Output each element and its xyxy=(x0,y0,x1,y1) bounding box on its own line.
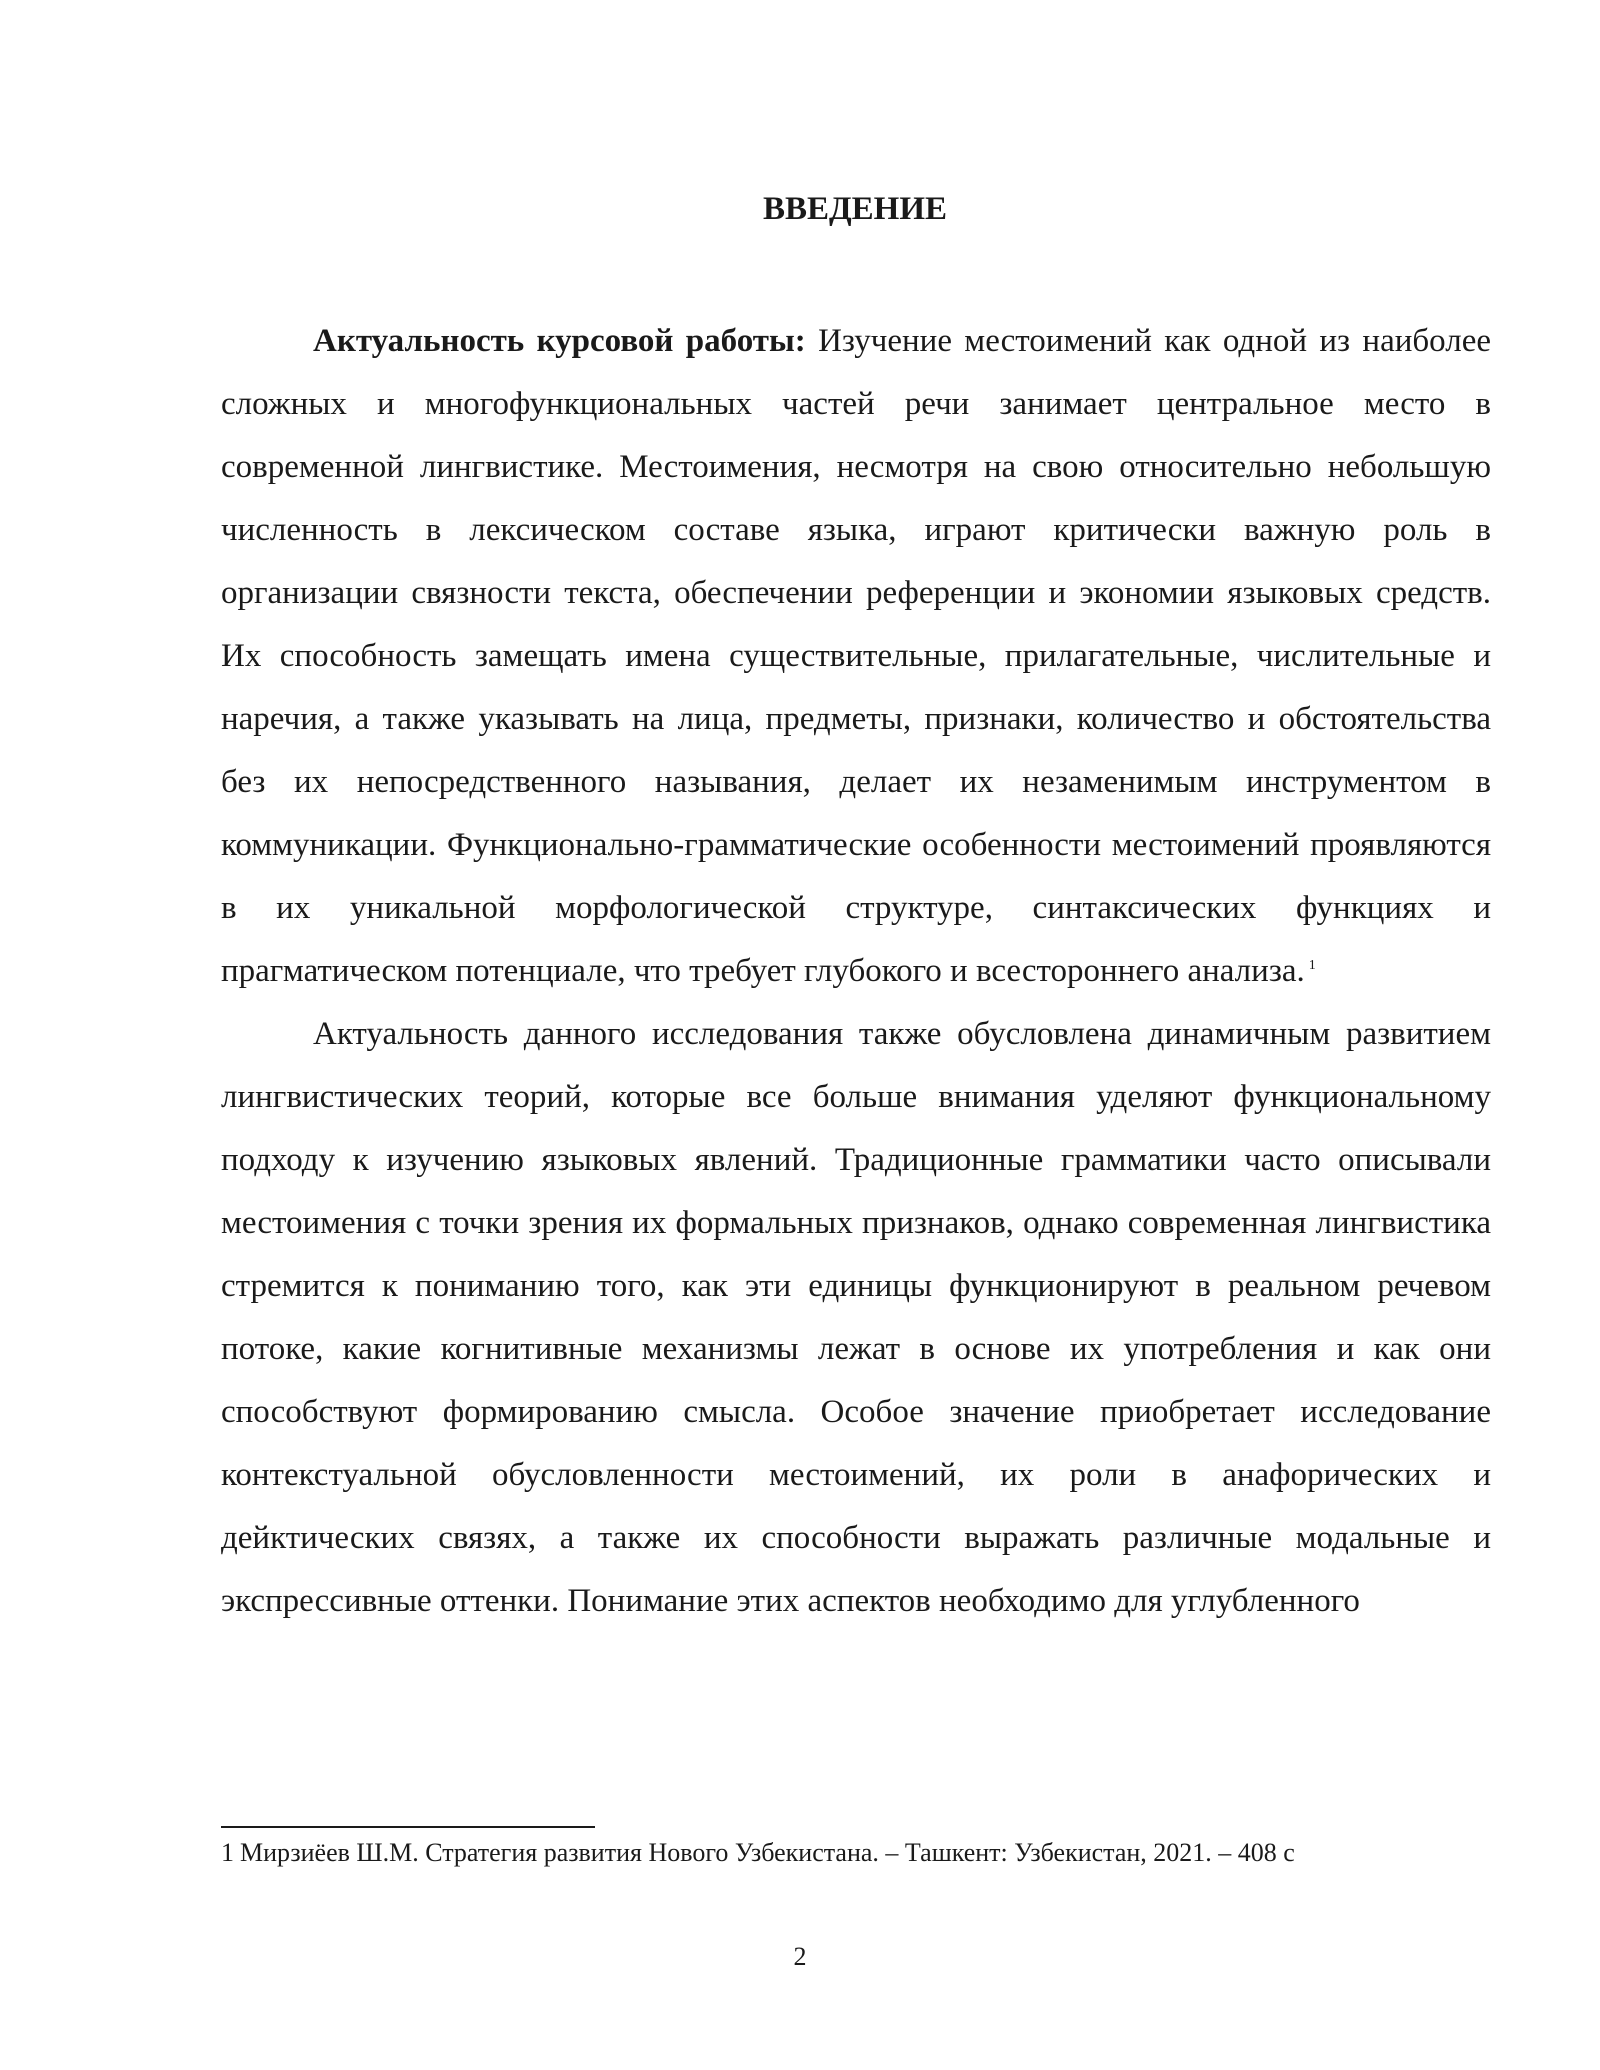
paragraph-relevance xyxy=(221,310,1491,1003)
footnote-separator xyxy=(221,1826,595,1828)
footnote xyxy=(221,1836,1491,1870)
section-heading: ВВЕДЕНИЕ xyxy=(762,191,948,227)
page-number: 2 xyxy=(793,1942,807,1971)
footnote-number: 1 xyxy=(221,1838,234,1867)
paragraph-lead: Актуальность курсовой работы: xyxy=(313,323,806,359)
paragraph-text: Актуальность данного исследования также обусловлена динамичным развитием лингвистических теорий, которые все больше внимания уделяют функциональному подходу к изучению языковых явлений. Традиционные грамматики часто описывали местоимения с точки зрения их формальных признаков, однако современная лингвистика стремится к пониманию того, как эти единицы функционируют в реальном речевом потоке, какие когнитивные механизмы лежат в основе их употребления и как они способствуют формированию смысла. Особое значение приобретает исследование контекстуальной обусловленности местоимений, их роли в анафорических и дейктических связях, а также их способности выражать различные модальные и экспрессивные оттенки. Понимание этих аспектов необходимо для углубленного xyxy=(221,1016,1491,1619)
footnote-text: Мирзиёев Ш.М. Стратегия развития Нового Узбекистана. – Ташкент: Узбекистан, 2021. – 408 с xyxy=(240,1838,1295,1867)
footnote-reference[interactable]: 1 xyxy=(1308,958,1316,973)
paragraph-text: Изучение местоимений как одной из наиболее сложных и многофункциональных частей речи занимает центральное место в современной лингвистике. Местоимения, несмотря на свою относительно небольшую численность в лексическом составе языка, играют критически важную роль в организации связности текста, обеспечении референции и экономии языковых средств. Их способность замещать имена существительные, прилагательные, числительные и наречия, а также указывать на лица, предметы, признаки, количество и обстоятельства без их непосредственного называния, делает их незаменимым инструментом в коммуникации. Функционально-грамматические особенности местоимений проявляются в их уникальной морфологической структуре, синтаксических функциях и прагматическом потенциале, что требует глубокого и всестороннего анализа. xyxy=(221,323,1491,989)
paragraph-research xyxy=(221,1003,1491,1633)
body-text xyxy=(221,310,1491,1633)
